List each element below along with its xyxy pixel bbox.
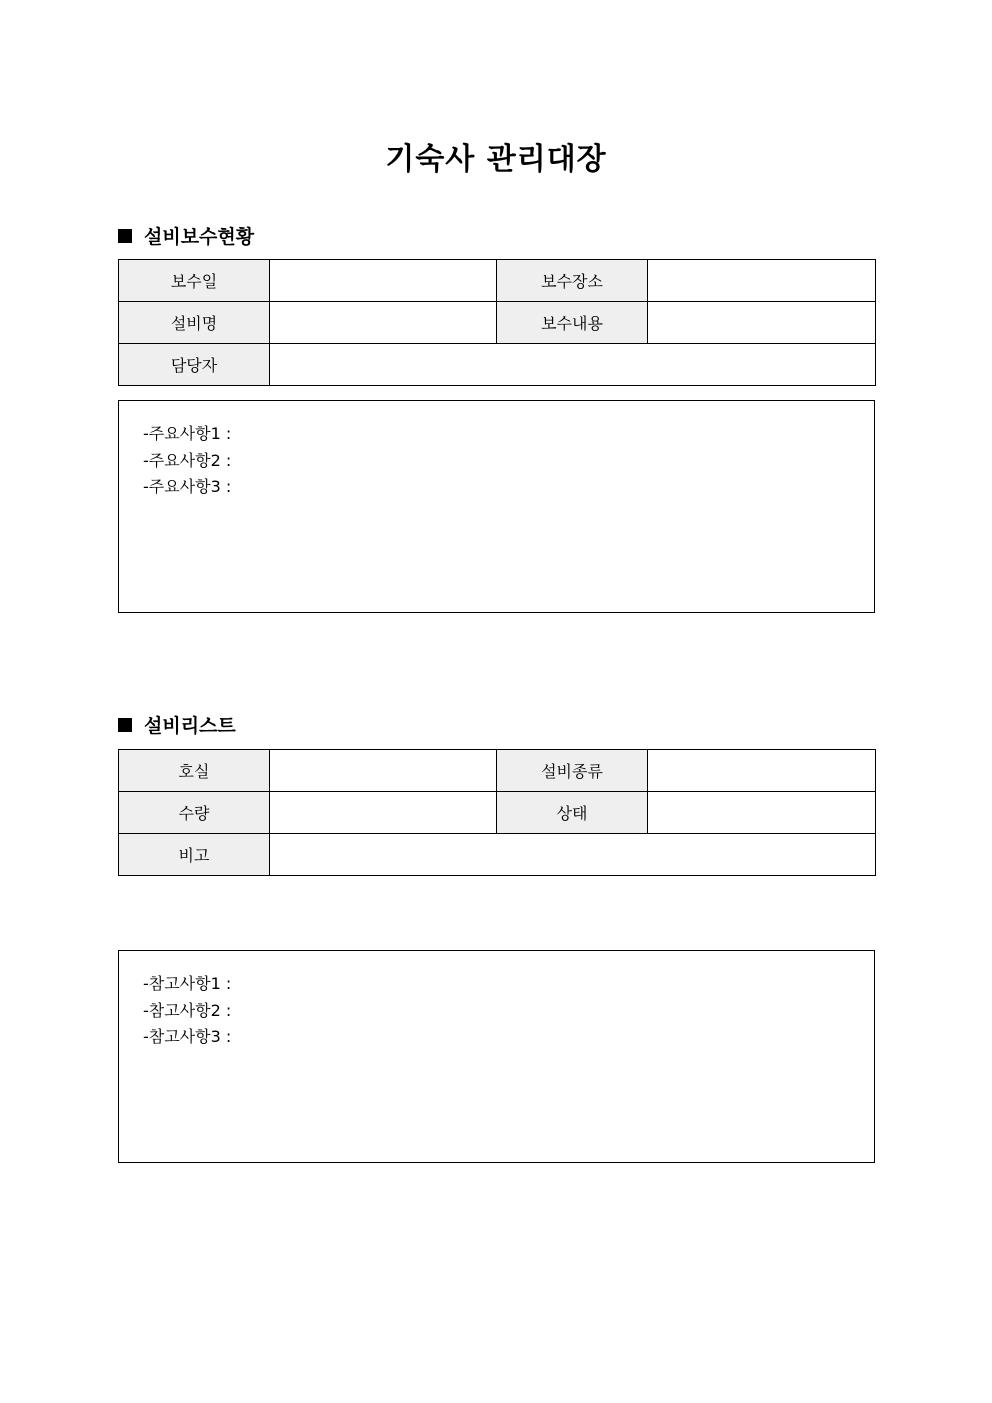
maintenance-content-label: 보수내용 <box>497 302 648 344</box>
location-value-cell[interactable] <box>648 260 876 302</box>
remarks-label: 비고 <box>119 834 270 876</box>
status-value-cell[interactable] <box>648 792 876 834</box>
list-item: -주요사항2 : <box>143 450 232 470</box>
list-item: -주요사항1 : <box>143 424 232 443</box>
quantity-label: 수량 <box>119 792 270 834</box>
table-row <box>119 792 876 834</box>
manager-value-cell[interactable] <box>270 344 876 386</box>
section-heading-equipment-list <box>118 711 236 738</box>
date-label: 보수일 <box>119 260 270 302</box>
status-label: 상태 <box>497 792 648 834</box>
list-item: -참고사항1 : <box>143 974 232 993</box>
equipment-name-label: 설비명 <box>119 302 270 344</box>
section-heading-label: 설비리스트 <box>144 715 236 737</box>
table-row <box>119 750 876 792</box>
equipment-type-value-cell[interactable] <box>648 750 876 792</box>
page-title: 기숙사 관리대장 <box>385 142 607 177</box>
manager-label: 담당자 <box>119 344 270 386</box>
room-label: 호실 <box>119 750 270 792</box>
section-heading-maintenance <box>118 222 254 249</box>
square-bullet-icon <box>118 229 132 243</box>
table-row <box>119 834 876 876</box>
reference-notes-box[interactable] <box>118 950 875 1163</box>
list-item: -참고사항3 : <box>143 1027 232 1046</box>
table-row <box>119 260 876 302</box>
main-notes-list <box>119 401 874 501</box>
maintenance-content-value-cell[interactable] <box>648 302 876 344</box>
list-item: -참고사항2 : <box>143 1000 232 1020</box>
equipment-type-label: 설비종류 <box>497 750 648 792</box>
location-label: 보수장소 <box>497 260 648 302</box>
quantity-value-cell[interactable] <box>270 792 497 834</box>
square-bullet-icon <box>118 718 132 732</box>
reference-notes-list <box>119 951 874 1051</box>
table-row <box>119 302 876 344</box>
main-notes-box[interactable] <box>118 400 875 613</box>
maintenance-table <box>118 259 876 386</box>
section-heading-label: 설비보수현황 <box>144 226 255 248</box>
equipment-name-value-cell[interactable] <box>270 302 497 344</box>
remarks-value-cell[interactable] <box>270 834 876 876</box>
equipment-list-table <box>118 749 876 876</box>
list-item: -주요사항3 : <box>143 477 232 496</box>
room-value-cell[interactable] <box>270 750 497 792</box>
table-row <box>119 344 876 386</box>
date-value-cell[interactable] <box>270 260 497 302</box>
